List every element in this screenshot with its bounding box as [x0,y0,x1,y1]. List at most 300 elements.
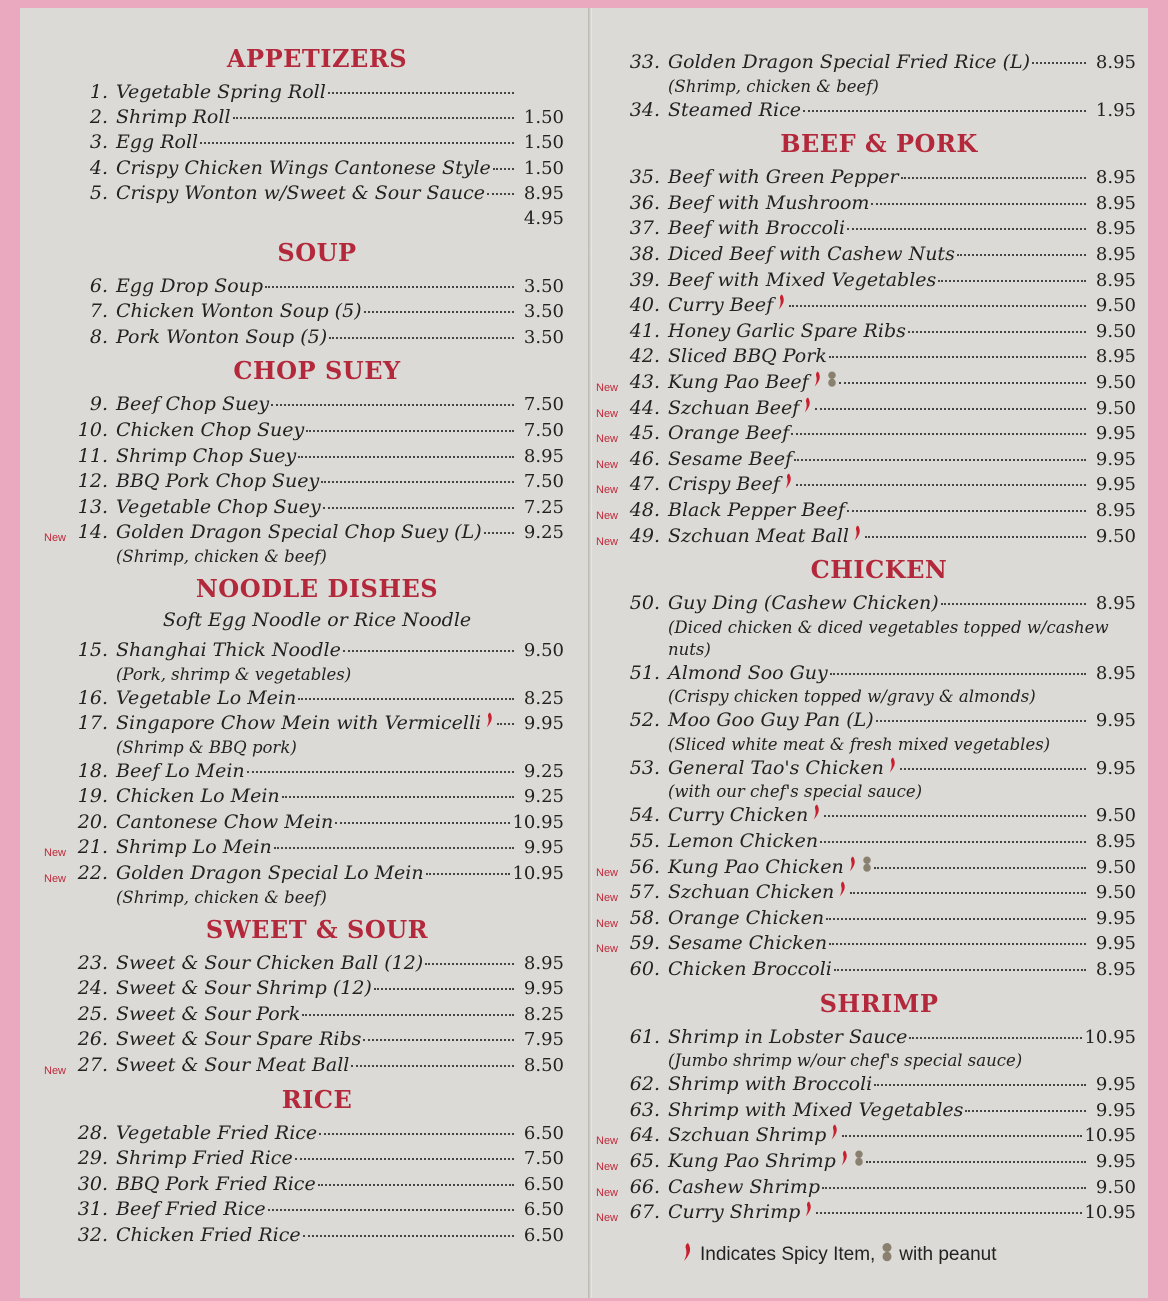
dot-leader [364,311,514,313]
item-number: 56. [629,855,660,878]
item-number: 51. [629,661,660,684]
new-badge: New [44,1065,67,1078]
dot-leader [965,1110,1086,1112]
dot-leader [820,841,1086,843]
item-name: Beef with Green Pepper [668,166,899,189]
item-description: (Jumbo shrimp w/our chef's special sauce) [668,1051,1023,1071]
dot-leader [803,110,1086,112]
chili-pepper-icon [853,524,863,549]
dot-leader [816,1212,1082,1214]
menu-item [70,1002,564,1028]
item-price: 1.50 [523,106,564,128]
new-badge: New [596,381,619,394]
menu-item [622,1098,1136,1124]
menu-item [596,1123,1136,1149]
section-heading: SWEET & SOUR [205,914,429,944]
chili-pepper-icon [838,880,848,905]
item-price: 8.95 [1095,52,1136,73]
menu-item [44,835,564,861]
item-price: 3.50 [523,275,564,297]
dot-leader [876,720,1086,722]
item-name: Beef with Mixed Vegetables [668,268,937,291]
item-price: 6.50 [523,1199,564,1221]
new-badge: New [596,509,619,522]
item-number: 6. [89,274,108,297]
menu-item [70,1146,564,1172]
item-number: 55. [629,830,660,853]
item-number: 54. [629,804,660,827]
item-price: 9.50 [1095,1176,1136,1198]
item-price: 9.95 [1095,1099,1136,1121]
item-name: Egg Roll [116,131,199,154]
item-number: 63. [629,1098,660,1121]
item-name: Chicken Chop Suey [116,418,305,441]
item-name: Shrimp Lo Mein [116,836,272,859]
menu-item [596,396,1136,422]
item-name: Crispy Beef [668,473,780,496]
chili-pepper-icon [803,396,813,421]
dot-leader [493,168,514,170]
item-number: 64. [629,1124,660,1147]
dot-leader [329,337,514,339]
item-price: 9.50 [1095,295,1136,317]
item-price: 7.25 [523,496,564,518]
item-number: 50. [629,592,660,615]
item-price: 9.95 [523,978,564,1000]
item-number: 7. [89,300,108,323]
item-price: 9.25 [523,522,564,544]
section-heading: CHICKEN [810,555,948,585]
dot-leader [847,510,1086,512]
item-name: Curry Chicken [668,804,809,827]
chili-pepper-icon [812,803,822,828]
item-price: 9.95 [523,713,564,735]
menu-item [70,418,564,444]
chili-pepper-icon [784,472,794,497]
item-number: 62. [629,1073,660,1096]
menu-item [622,98,1136,124]
item-name: Golden Dragon Special Chop Suey (L) [116,521,482,544]
item-price: 9.95 [1095,757,1136,779]
dot-leader [938,280,1086,282]
peanut-icon [827,370,837,395]
dot-leader [847,228,1086,230]
dot-leader [343,650,514,652]
item-price: 9.50 [1095,525,1136,547]
item-name: Chicken Broccoli [668,958,832,981]
dot-leader [425,963,514,965]
menu-item [596,931,1136,957]
dot-leader [874,1084,1086,1086]
dot-leader [794,459,1086,461]
item-number: 19. [77,785,108,808]
menu-item [70,638,564,686]
item-number: 16. [77,686,108,709]
item-price: 7.50 [523,394,564,416]
item-price: 8.95 [1095,167,1136,189]
item-description: (Shrimp, chicken & beef) [668,76,879,96]
item-price: 9.95 [1095,1151,1136,1172]
dot-leader [908,331,1086,333]
item-price: 9.50 [1095,320,1136,342]
section-heading: NOODLE DISHES [195,573,439,603]
dot-leader [484,532,514,534]
menu-item [622,591,1136,661]
menu-section [70,1085,564,1249]
menu-item [622,829,1136,855]
item-name: Steamed Rice [668,98,801,121]
dot-leader [901,177,1086,179]
item-name: Guy Ding (Cashew Chicken) [668,592,939,615]
menu-item [70,325,564,351]
item-price: 9.95 [1095,1074,1136,1096]
new-badge: New [596,535,619,548]
dot-leader [1032,62,1086,64]
new-badge: New [596,917,619,930]
menu-section [596,129,1136,549]
item-number: 14. [77,521,108,544]
section-heading: CHOP SUEY [233,356,401,386]
new-badge: New [596,1186,619,1199]
item-name: Curry Beef [668,294,774,317]
item-number: 41. [629,319,660,342]
dot-leader [789,305,1086,307]
dot-leader [302,1014,514,1016]
item-description: (Crispy chicken topped w/gravy & almonds) [668,687,1036,707]
dot-leader [839,382,1086,384]
new-badge: New [596,943,619,956]
item-number: 32. [77,1224,108,1246]
dot-leader [824,815,1086,817]
dot-leader [363,1039,514,1041]
peanut-icon [862,855,872,880]
menu-item [44,861,564,909]
dot-leader [265,286,514,288]
item-name: General Tao's Chicken [668,756,884,779]
menu-item [622,1072,1136,1098]
section-heading: SHRIMP [819,988,939,1018]
dot-leader [865,536,1086,538]
item-price: 1.50 [523,132,564,154]
item-price: 7.50 [523,419,564,441]
new-badge: New [596,484,619,497]
legend-spicy-text: Indicates Spicy Item, [700,1244,876,1265]
item-number: 49. [629,524,660,547]
dot-leader [487,193,514,195]
dot-leader [957,254,1086,256]
chili-pepper-icon [777,293,787,318]
menu-item [622,756,1136,804]
item-number: 4. [89,156,108,179]
menu-item [622,293,1136,319]
item-number: 27. [77,1054,108,1077]
item-name: Beef with Broccoli [668,217,846,240]
item-number: 10. [77,418,108,441]
menu-item [622,708,1136,756]
item-number: 40. [629,294,660,317]
item-number: 52. [629,709,660,732]
menu-item [596,1149,1136,1175]
item-number: 29. [77,1147,108,1170]
menu-item [622,1025,1136,1073]
dot-leader [850,892,1086,894]
item-number: 53. [629,756,660,779]
item-name: Szchuan Shrimp [668,1124,827,1147]
item-price: 9.95 [1095,448,1136,470]
menu-item [622,661,1136,709]
dot-leader [271,404,514,406]
item-number: 26. [77,1028,108,1051]
item-name: Shanghai Thick Noodle [116,638,341,661]
item-number: 59. [629,932,660,955]
item-description: (Shrimp & BBQ pork) [116,737,297,757]
item-name: Shrimp with Broccoli [668,1073,873,1096]
menu-item [622,165,1136,191]
dot-leader [200,142,514,144]
item-name: Almond Soo Guy [668,661,828,684]
item-name: Sweet & Sour Shrimp (12) [116,977,372,1000]
item-price: 3.50 [523,301,564,323]
menu-item [622,268,1136,294]
menu-item [596,421,1136,447]
item-number: 24. [77,977,108,1000]
item-name: Vegetable Lo Mein [116,686,297,709]
item-number: 47. [629,473,660,496]
menu-item [596,855,1136,881]
item-name: Vegetable Fried Rice [116,1121,318,1144]
item-price: 9.50 [1095,882,1136,904]
item-name: Beef with Mushroom [668,191,870,214]
item-name: Honey Garlic Spare Ribs [668,319,906,342]
item-price: 6.50 [523,1225,564,1246]
item-number: 22. [77,862,108,885]
item-price: 8.95 [1095,959,1136,981]
dot-leader [791,433,1086,435]
menu-item [70,1121,564,1147]
item-price: 9.50 [1095,805,1136,827]
peanut-icon [881,1242,893,1268]
menu-section [596,988,1136,1226]
item-description: (Diced chicken & diced vegetables topped w/cashew nuts) [668,617,1109,659]
dot-leader [233,117,514,119]
chili-pepper-icon [804,1200,814,1225]
item-name: Sliced BBQ Pork [668,345,827,368]
dot-leader [268,1209,514,1211]
item-name: Sesame Beef [668,447,793,470]
menu-item [70,392,564,418]
chili-pepper-icon [485,711,495,736]
dot-leader [834,969,1086,971]
menu-item [622,242,1136,268]
item-price: 9.95 [1095,907,1136,929]
item-number: 28. [77,1121,108,1144]
item-name: Kung Pao Beef [668,370,809,393]
item-name: Szchuan Meat Ball [668,524,849,547]
item-number: 31. [77,1198,108,1221]
dot-leader [871,203,1086,205]
item-number: 2. [89,105,108,128]
new-badge: New [596,866,619,879]
item-number: 38. [629,242,660,265]
item-price: 9.95 [1095,474,1136,496]
item-name: Beef Lo Mein [116,759,245,782]
dot-leader [303,1235,514,1237]
dot-leader [298,698,514,700]
new-badge: New [596,1212,619,1225]
item-price: 8.25 [523,687,564,709]
menu-section [70,238,564,351]
item-price: 8.95 [1095,662,1136,684]
chili-pepper-icon [682,1242,694,1268]
item-number: 33. [629,51,660,73]
item-number: 37. [629,217,660,240]
item-name: Chicken Wonton Soup (5) [116,300,362,323]
menu-left-panel [20,8,588,1298]
item-price: 8.95 [1095,593,1136,615]
menu-item [70,105,564,131]
dot-leader [941,603,1086,605]
item-name: Shrimp Fried Rice [116,1147,293,1170]
item-price: 8.95 [1095,346,1136,368]
menu-right-panel [592,8,1148,1298]
menu-item [622,319,1136,345]
item-name: Kung Pao Chicken [668,855,844,878]
item-price: 8.95 [1095,269,1136,291]
dot-leader [323,507,514,509]
menu-item [70,469,564,495]
dot-leader [822,1187,1086,1189]
item-price: 8.95 [1095,243,1136,265]
item-number: 17. [77,712,108,735]
menu-item [70,299,564,325]
dot-leader [900,768,1086,770]
item-price: 8.95 [1095,831,1136,853]
dot-leader [319,1133,514,1135]
menu-item [70,686,564,712]
menu-section [44,573,564,909]
item-price: 1.50 [523,157,564,179]
dot-leader [318,1184,514,1186]
menu-item [70,444,564,470]
dot-leader [351,1065,514,1067]
item-price: 8.95 [523,445,564,467]
item-name: Crispy Wonton w/Sweet & Sour Sauce [116,182,485,205]
item-name: Beef Fried Rice [116,1198,266,1221]
dot-leader [830,673,1086,675]
menu-item [70,951,564,977]
dot-leader [866,1161,1086,1163]
menu-section [44,356,564,568]
menu-item [70,495,564,521]
item-name: Shrimp in Lobster Sauce [668,1025,908,1048]
menu-item [596,524,1136,550]
menu-item [622,50,1136,98]
item-number: 57. [629,881,660,904]
menu-item [44,520,564,568]
item-price: 9.25 [523,786,564,808]
dot-leader [306,430,514,432]
menu-item [70,207,564,232]
chili-pepper-icon [848,855,858,880]
item-price: 8.95 [523,183,564,205]
menu-item [70,759,564,785]
dot-leader [282,796,514,798]
chili-pepper-icon [813,370,823,395]
item-price: 9.50 [1095,397,1136,419]
item-number: 65. [629,1150,660,1172]
menu-item [70,1027,564,1053]
new-badge: New [596,433,619,446]
new-badge: New [596,892,619,905]
item-number: 35. [629,166,660,189]
menu-item [622,216,1136,242]
legend-peanut-text: with peanut [899,1244,997,1265]
legend [682,1242,996,1268]
dot-leader [796,484,1086,486]
item-name: Beef Chop Suey [116,393,270,416]
peanut-icon [854,1149,864,1174]
new-badge: New [596,458,619,471]
new-badge: New [44,873,67,886]
item-name: Singapore Chow Mein with Vermicelli [116,712,482,735]
section-heading: SOUP [277,237,357,267]
item-price: 9.50 [1095,856,1136,878]
menu-item [622,803,1136,829]
section-subheading: Soft Egg Noodle or Rice Noodle [162,608,472,631]
item-name: Egg Drop Soup [116,274,264,297]
item-number: 39. [629,268,660,291]
item-number: 42. [629,345,660,368]
item-name: Cantonese Chow Mein [116,810,334,833]
item-number: 11. [77,444,108,467]
dot-leader [295,1158,514,1160]
item-price: 4.95 [523,207,564,229]
section-heading: RICE [281,1084,353,1114]
item-price: 8.95 [1095,192,1136,214]
item-name: Sweet & Sour Chicken Ball (12) [116,951,424,974]
menu-item [596,498,1136,524]
menu-item [622,344,1136,370]
item-name: Cashew Shrimp [668,1175,820,1198]
item-description: (Shrimp, chicken & beef) [116,546,327,566]
item-name: Sweet & Sour Pork [116,1002,301,1025]
chili-pepper-icon [840,1149,850,1174]
item-name: Curry Shrimp [668,1201,801,1224]
item-price: 1.95 [1095,99,1136,121]
item-number: 3. [89,131,108,154]
item-number: 25. [77,1002,108,1025]
new-badge: New [596,407,619,420]
menu-item [70,156,564,182]
menu-item [596,370,1136,396]
new-badge: New [596,1135,619,1148]
item-price: 9.95 [1095,933,1136,955]
new-badge: New [44,847,67,860]
item-name: BBQ Pork Chop Suey [116,470,320,493]
item-name: Diced Beef with Cashew Nuts [668,242,955,265]
menu-section [622,50,1136,123]
item-name: Shrimp Roll [116,105,231,128]
dot-leader [826,918,1086,920]
item-price: 10.95 [1084,1202,1136,1224]
menu-item [596,472,1136,498]
item-name: Kung Pao Shrimp [668,1150,836,1172]
item-price: 10.95 [1084,1026,1136,1048]
menu-item [70,810,564,836]
item-number: 21. [77,836,108,859]
item-number: 66. [629,1175,660,1198]
item-number: 34. [629,98,660,121]
